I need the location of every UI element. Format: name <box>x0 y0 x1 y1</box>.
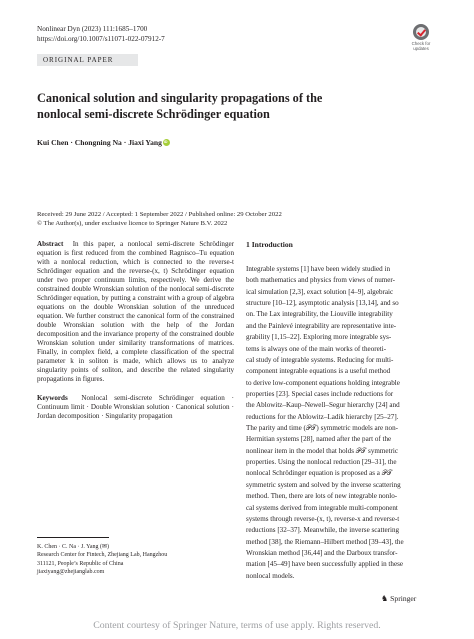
paper-title <box>37 91 437 122</box>
left-column <box>37 240 234 421</box>
introduction-line: nonlocal models. <box>246 571 295 580</box>
introduction-line: cal study of integrable systems. Reducing for multi- <box>246 355 394 364</box>
introduction-line: Integrable systems [1] have been widely studied in <box>246 265 391 273</box>
affiliation-institution: Research Center for Fintech, Zhejiang Lab, Hangzhou <box>37 552 168 559</box>
author-name: Chongning Na <box>74 138 122 147</box>
introduction-body <box>246 264 438 582</box>
affiliation-address: 311121, People’s Republic of China <box>37 560 124 567</box>
introduction-line: and the Painlevé integrability are representative inte- <box>246 321 397 330</box>
publisher-logo <box>381 594 416 604</box>
affiliation-email[interactable]: jiaxiyang@zhejianglab.com <box>37 568 105 575</box>
journal-header <box>37 25 165 44</box>
abstract-heading: Abstract <box>37 240 64 248</box>
orcid-icon[interactable] <box>163 139 170 146</box>
introduction-line: nonlocal Schrödinger equation is proposed as a 𝒫𝒯 <box>246 469 393 478</box>
introduction-line: grability [1,15–22]. Exploring more integrable sys- <box>246 333 392 342</box>
publisher-name: Springer <box>390 594 417 603</box>
publication-history <box>37 211 457 228</box>
introduction-line: component integrable equations is a useful method <box>246 367 391 376</box>
right-column <box>246 240 438 582</box>
springer-horse-icon: ♞ <box>381 594 389 603</box>
introduction-line: structure [10–12], asymptotic analysis [13,14], and so <box>246 299 399 308</box>
introduction-line: ical simulation [2,3], exact solution [4–9], algebraic <box>246 287 394 296</box>
introduction-line: tems is always one of the main works of theoreti- <box>246 344 387 353</box>
introduction-line: method [38], the Riemann–Hilbert method [39–43], the <box>246 537 404 546</box>
introduction-line: Hermitian systems [28], named after the part of the <box>246 435 392 444</box>
introduction-line: cal systems derived from integrable multi-component <box>246 503 398 512</box>
article-type-tag: ORIGINAL PAPER <box>37 54 138 66</box>
introduction-line: to derive low-component equations holding integrable <box>246 378 400 387</box>
abstract <box>37 240 234 385</box>
introduction-line: on. The Lax integrability, the Liouville integrability <box>246 310 393 319</box>
keywords-body: Nonlocal semi-discrete Schrödinger equation · Continuum limit · Double Wronskian solution · Canonical solution · Jordan decomposition · Singularity propagation <box>37 393 234 420</box>
introduction-line: systems through reverse-(x, t), reverse-x and reverse-t <box>246 514 400 523</box>
introduction-line: properties [23]. Special cases include reductions for <box>246 389 394 398</box>
courtesy-notice: Content courtesy of Springer Nature, terms of use apply. Rights reserved. <box>93 620 381 631</box>
introduction-line: symmetric system and solved by the inverse scattering <box>246 480 401 489</box>
received-accepted-dates: Received: 29 June 2022 / Accepted: 1 September 2022 / Published online: 29 October 2022 <box>37 211 282 218</box>
author-name: Jiaxi Yang <box>128 138 162 147</box>
footnote-divider <box>37 537 109 538</box>
introduction-line: The parity and time (𝒫𝒯) symmetric models are non- <box>246 424 398 433</box>
check-for-updates-icon <box>413 24 429 40</box>
abstract-body: In this paper, a nonlocal semi-discrete Schrödinger equation is first reduced from the combined Ragnisco–Tu equation with a nonlocal reduction, which is connected to the reverse-t Schrödinger equation and the reverse-(x, t) Schrödinger equation under two proper continuum limits, respectively. We derive the constrained double Wronskian solution of the nonlocal semi-discrete Schrödinger equation, by putting a constraint with a group of algebra equations on the double Wronskian solution of the unreduced equation. We further construct the canonical form of the constrained double Wronskian solution with the help of the Jordan decomposition and the invariance property of the constrained double Wronskian solution under similarity transformations of matrices. Finally, in complex field, a complete classification of the spectral parameter k in soliton is made, which allows us to analyze singularity points of soliton, and describe the related singularity propagations in figures. <box>37 240 234 384</box>
check-for-updates-badge[interactable] <box>406 24 436 52</box>
author-name: Kui Chen <box>37 138 69 147</box>
introduction-line: reductions [32–37]. Meanwhile, the inverse scattering <box>246 526 400 535</box>
doi-link[interactable]: https://doi.org/10.1007/s11071-022-07912-7 <box>37 34 165 43</box>
check-for-updates-label: Check for updates <box>411 41 431 51</box>
title-line-1: Canonical solution and singularity propagations of the <box>37 91 323 105</box>
introduction-line: Wronskian method [36,44] and the Darboux transfor- <box>246 548 398 557</box>
title-line-2: nonlocal semi-discrete Schrödinger equation <box>37 106 270 121</box>
introduction-line: mation [45–49] have been successfully applied in these <box>246 560 404 569</box>
copyright-notice: © The Author(s), under exclusive licence to Springer Nature B.V. 2022 <box>37 219 228 227</box>
keywords-heading: Keywords <box>37 393 68 402</box>
introduction-line: both mathematics and physics from views of numer- <box>246 276 395 285</box>
introduction-line: method. Then, there are lots of new integrable nonlo- <box>246 492 398 501</box>
introduction-line: nonlinear item in the model that holds 𝒫𝒯 symmetric <box>246 446 399 455</box>
author-separator: · <box>121 138 129 147</box>
introduction-line: the Ablowitz–Kaup–Newell–Segur hierarchy [24] and <box>246 401 400 410</box>
introduction-heading: 1 Introduction <box>246 240 293 249</box>
journal-citation: Nonlinear Dyn (2023) 111:1685–1700 <box>37 25 148 33</box>
author-separator: · <box>68 138 75 147</box>
affiliation-names: K. Chen · C. Na · J. Yang (✉) <box>37 544 110 550</box>
author-affiliation <box>37 543 237 576</box>
author-list <box>37 138 170 148</box>
introduction-line: properties. Using the nonlocal reduction [29–31], the <box>246 458 397 467</box>
introduction-line: reductions for the Ablowitz–Ladik hierarchy [25–27]. <box>246 412 399 421</box>
keywords <box>37 394 234 421</box>
